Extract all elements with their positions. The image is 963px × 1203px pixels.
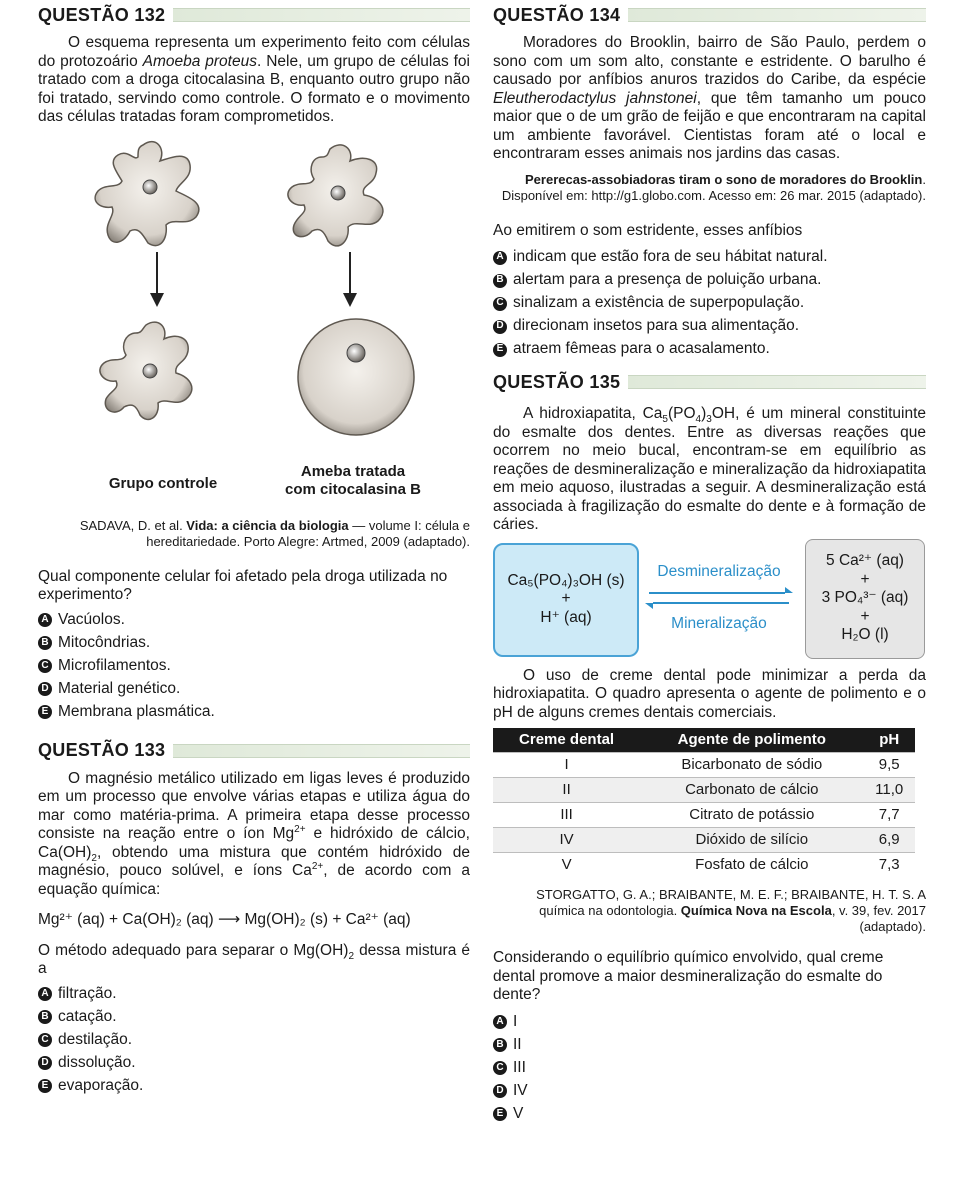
q135-text-after: O uso de creme dental pode minimizar a perda da hidroxiapatita. O quadro apresenta o agente de polimento e o pH de alguns cremes dentais comerciais. xyxy=(493,666,926,721)
label-treated-group: Ameba tratada com citocalasina B xyxy=(285,462,421,498)
option-text: I xyxy=(513,1012,518,1030)
option-letter-badge: D xyxy=(38,682,52,696)
option-text: alertam para a presença de poluição urbana. xyxy=(513,271,822,289)
product-water: H₂O (l) xyxy=(841,626,889,644)
amoeba-figure xyxy=(38,127,470,522)
table-row xyxy=(493,778,915,803)
option-letter-badge: D xyxy=(493,1084,507,1098)
left-column xyxy=(38,0,470,1098)
table-cell: Citrato de potássio xyxy=(640,803,863,828)
option-e[interactable] xyxy=(38,701,470,724)
option-b[interactable] xyxy=(493,269,926,292)
option-letter-badge: A xyxy=(38,613,52,627)
option-text: destilação. xyxy=(58,1030,133,1048)
q132-header xyxy=(38,2,470,28)
q134-question: Ao emitirem o som estridente, esses anfíbios xyxy=(493,221,803,239)
q134-options xyxy=(493,246,926,361)
option-a[interactable] xyxy=(38,609,470,632)
q132-question: Qual componente celular foi afetado pela droga utilizada no experimento? xyxy=(38,567,448,603)
option-letter-badge: E xyxy=(38,1079,52,1093)
table-cell: 6,9 xyxy=(863,828,915,853)
table-cell: IV xyxy=(493,828,640,853)
option-e[interactable] xyxy=(493,338,926,361)
table-cell: I xyxy=(493,753,640,778)
reactant-h-ion: H⁺ (aq) xyxy=(540,608,592,626)
q133-title: QUESTÃO 133 xyxy=(38,740,166,761)
q135-question: Considerando o equilíbrio químico envolvido, qual creme dental promove a maior desmineralização do esmalte do dente? xyxy=(493,949,884,1003)
option-text: Material genético. xyxy=(58,679,181,697)
option-letter-badge: B xyxy=(38,636,52,650)
q133-header xyxy=(38,738,470,764)
table-cell: Bicarbonato de sódio xyxy=(640,753,863,778)
forward-label: Desmineralização xyxy=(657,562,781,580)
q132-text: O esquema representa um experimento feito com células do protozoário Amoeba proteus. Nele, um grupo de células foi tratado com a droga citocalasina B, enquanto outro grupo não foi tratado, servindo como controle. O formato e o movimento das células tratadas foram comprometidos. xyxy=(38,34,470,125)
option-letter-badge: A xyxy=(493,1015,507,1029)
equilibrium-diagram xyxy=(493,543,926,663)
table-cell: 11,0 xyxy=(863,778,915,803)
q134-title: QUESTÃO 134 xyxy=(493,4,621,25)
option-letter-badge: C xyxy=(493,1061,507,1075)
table-cell: 9,5 xyxy=(863,753,915,778)
product-phosphate: 3 PO₄³⁻ (aq) xyxy=(821,589,909,607)
table-cell: Fosfato de cálcio xyxy=(640,853,863,878)
q135-header-bar xyxy=(628,375,926,389)
option-d[interactable] xyxy=(38,1052,470,1075)
table-row xyxy=(493,828,915,853)
table-cell: Carbonato de cálcio xyxy=(640,778,863,803)
option-c[interactable] xyxy=(38,1029,470,1052)
q133-header-bar xyxy=(173,744,470,758)
table-cell: II xyxy=(493,778,640,803)
treated-round-cell xyxy=(298,319,414,435)
option-text: Mitocôndrias. xyxy=(58,633,151,651)
option-text: filtração. xyxy=(58,984,117,1002)
option-letter-badge: C xyxy=(38,659,52,673)
option-text: indicam que estão fora de seu hábitat natural. xyxy=(513,248,828,266)
option-letter-badge: B xyxy=(493,1038,507,1052)
option-text: catação. xyxy=(58,1007,117,1025)
table-row xyxy=(493,753,915,778)
q135-options xyxy=(493,1011,926,1126)
product-calcium: 5 Ca²⁺ (aq) xyxy=(826,552,904,570)
q132-title: QUESTÃO 132 xyxy=(38,4,166,25)
option-letter-badge: A xyxy=(38,987,52,1001)
q134-header xyxy=(493,2,926,28)
reactant-box xyxy=(493,543,639,657)
option-letter-badge: C xyxy=(493,297,507,311)
q135-title: QUESTÃO 135 xyxy=(493,371,621,392)
option-letter-badge: D xyxy=(38,1056,52,1070)
option-letter-badge: E xyxy=(38,705,52,719)
q135-text: A hidroxiapatita, $Ca_5(PO_4)_3OH$, é um mineral constituinte do esmalte dos dentes. Entre as diversas reações que ocorrem no meio bucal, encontram-se em equilíbrio as reações de desmineralização e mineralização da hidroxiapatita em meio aquoso, ilustradas a seguir. A desmineralização está associada à fragilização do esmalte do dente e à formação de cáries. xyxy=(493,405,926,533)
option-letter-badge: E xyxy=(493,1107,507,1121)
option-text: dissolução. xyxy=(58,1053,136,1071)
right-column xyxy=(493,0,926,1126)
option-d[interactable] xyxy=(38,678,470,701)
option-c[interactable] xyxy=(493,292,926,315)
option-b[interactable] xyxy=(493,1034,926,1057)
option-a[interactable] xyxy=(493,246,926,269)
q133-equation: Mg²⁺ (aq) + Ca(OH)₂ (aq) ⟶ Mg(OH)₂ (s) + Ca²⁺ (aq) xyxy=(38,911,411,928)
table-row xyxy=(493,853,915,878)
option-e[interactable] xyxy=(493,1103,926,1126)
q134-text: Moradores do Brooklin, bairro de São Paulo, perdem o sono com um som alto, constante e estridente. O barulho é causado por anfíbios anuros trazidos do Caribe, da espécie Eleutherodactylus jahnstonei, que têm tamanho um pouco maior que o de um grão de feijão e que encontraram na capital um ambiente favorável. Cientistas foram até o local e encontraram esses animais nos jardins das casas. xyxy=(493,34,926,162)
table-header-cell: pH xyxy=(863,728,915,753)
option-text: II xyxy=(513,1035,522,1053)
table-body xyxy=(493,753,915,878)
q134-source: Pererecas-assobiadoras tiram o sono de moradores do Brooklin. Disponível em: http://g1.globo.com. Acesso em: 26 mar. 2015 (adaptado). xyxy=(501,171,926,203)
option-text: Membrana plasmática. xyxy=(58,702,215,720)
table-cell: III xyxy=(493,803,640,828)
option-letter-badge: B xyxy=(493,274,507,288)
option-letter-badge: C xyxy=(38,1033,52,1047)
option-text: V xyxy=(513,1104,524,1122)
table-cell: 7,7 xyxy=(863,803,915,828)
option-c[interactable] xyxy=(38,655,470,678)
option-text: Microfilamentos. xyxy=(58,656,171,674)
q133-text: O magnésio metálico utilizado em ligas leves é produzido em um processo que envolve várias etapas e utiliza água do mar como matéria-prima. A primeira etapa desse processo consiste na reação entre o íon $Mg^{2+}$ e hidróxido de cálcio, $Ca(OH)_2$, obtendo uma mistura que contém hidróxido de magnésio, pouco solúvel, e íons $Ca^{2+}$, de acordo com a equação química: xyxy=(38,769,470,898)
option-letter-badge: B xyxy=(38,1010,52,1024)
option-text: Vacúolos. xyxy=(58,610,125,628)
reverse-label: Mineralização xyxy=(671,614,767,632)
option-letter-badge: A xyxy=(493,251,507,265)
option-text: III xyxy=(513,1058,526,1076)
reactant-plus: + xyxy=(561,590,571,608)
q132-options xyxy=(38,609,470,724)
option-letter-badge: E xyxy=(493,343,507,357)
table-header-cell: Agente de polimento xyxy=(640,728,863,753)
reactant-hydroxyapatite: Ca₅(PO₄)₃OH (s) xyxy=(507,571,625,589)
table-cell: V xyxy=(493,853,640,878)
table-row xyxy=(493,803,915,828)
q132-header-bar xyxy=(173,8,470,22)
option-text: atraem fêmeas para o acasalamento. xyxy=(513,340,770,358)
option-d[interactable] xyxy=(493,1080,926,1103)
table-cell: 7,3 xyxy=(863,853,915,878)
label-control-group: Grupo controle xyxy=(108,474,218,492)
option-c[interactable] xyxy=(493,1057,926,1080)
equilibrium-arrows xyxy=(645,585,793,611)
q134-header-bar xyxy=(628,8,926,22)
option-a[interactable] xyxy=(493,1011,926,1034)
option-b[interactable] xyxy=(38,632,470,655)
product-box: 5 Ca²⁺ (aq) + 3 PO₄³⁻ (aq) + H₂O (l) xyxy=(805,539,925,659)
option-text: evaporação. xyxy=(58,1076,144,1094)
q133-question: O método adequado para separar o $Mg(OH)_2$ dessa mistura é a xyxy=(38,941,470,977)
option-text: IV xyxy=(513,1081,528,1099)
toothpaste-table xyxy=(493,728,915,877)
option-d[interactable] xyxy=(493,315,926,338)
option-a[interactable] xyxy=(38,983,470,1006)
q135-source: STORGATTO, G. A.; BRAIBANTE, M. E. F.; BRAIBANTE, H. T. S. A química na odontologia. Química Nova na Escola, v. 39, fev. 2017 (adaptado). xyxy=(536,887,926,934)
q133-options xyxy=(38,983,470,1098)
q132-source: SADAVA, D. et al. Vida: a ciência da biologia — volume I: célula e hereditariedade. Porto Alegre: Artmed, 2009 (adaptado). xyxy=(79,517,470,549)
option-text: sinalizam a existência de superpopulação. xyxy=(513,294,805,312)
table-header-cell: Creme dental xyxy=(493,728,640,753)
table-header-row xyxy=(493,728,915,753)
option-e[interactable] xyxy=(38,1075,470,1098)
table-cell: Dióxido de silício xyxy=(640,828,863,853)
option-text: direcionam insetos para sua alimentação. xyxy=(513,317,800,335)
q135-header xyxy=(493,369,926,395)
option-b[interactable] xyxy=(38,1006,470,1029)
option-letter-badge: D xyxy=(493,320,507,334)
